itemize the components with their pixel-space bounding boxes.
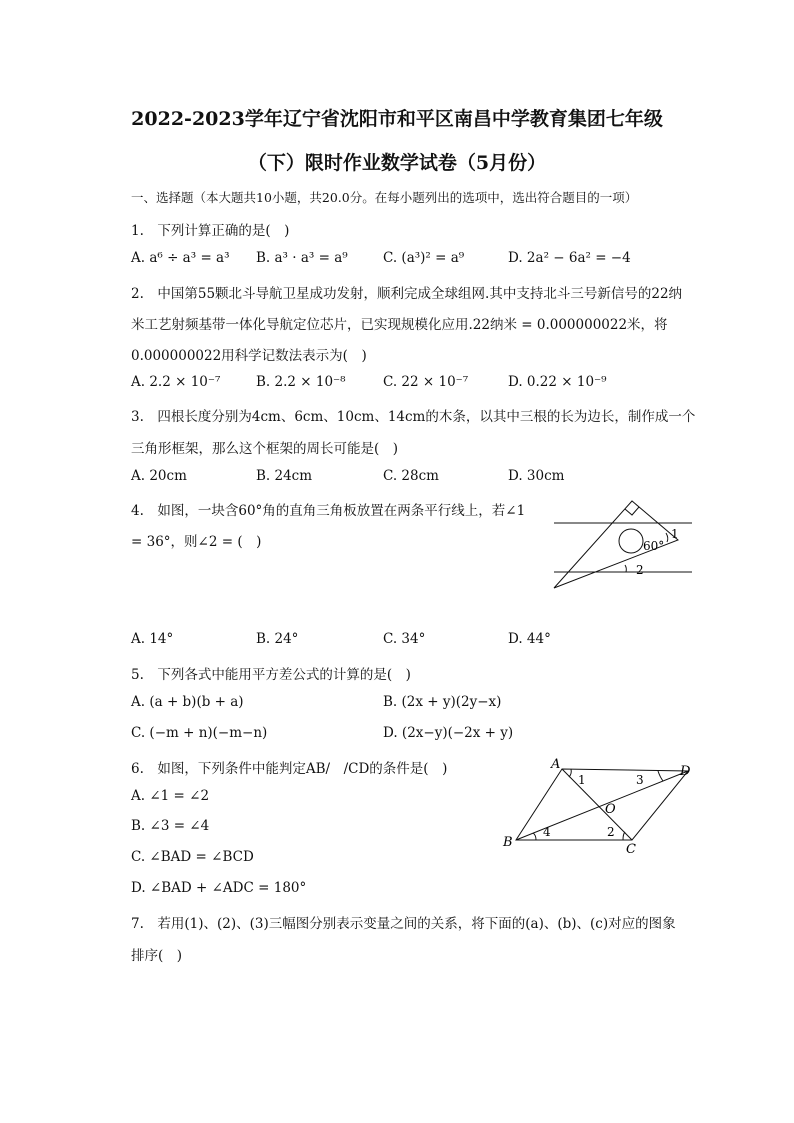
q4-angle-2-arc — [625, 565, 626, 572]
q3-option-d: D. 30cm — [508, 468, 565, 484]
q6-vertex-b: B — [503, 835, 513, 850]
q6-vertex-d: D — [680, 764, 691, 779]
q6-angle-3-arc — [658, 771, 663, 781]
q6-option-b: B. ∠3 = ∠4 — [131, 818, 210, 834]
q1-option-c: C. (a³)² = a⁹ — [383, 250, 465, 266]
q6-angle-3-label: 3 — [636, 773, 644, 787]
q4-angle-60-label: 60° — [643, 539, 665, 553]
q3-option-c: C. 28cm — [383, 468, 439, 484]
q4-angle-1-arc — [666, 533, 668, 542]
question-3-stem-line-1: 3. 四根长度分别为4cm、6cm、10cm、14cm的木条，以其中三根的长为边长，制作成一个 — [131, 409, 696, 425]
question-2-stem-line-3: 0.000000022用科学记数法表示为( ) — [131, 348, 367, 364]
exam-title-line-1: 2022-2023学年辽宁省沈阳市和平区南昌中学教育集团七年级 — [131, 108, 663, 130]
q5-option-a: A. (a + b)(b + a) — [131, 694, 244, 710]
q4-option-b: B. 24° — [256, 631, 299, 647]
question-4-stem-line-1: 4. 如图，一块含60°角的直角三角板放置在两条平行线上，若∠1 — [131, 503, 526, 519]
question-2-stem-line-1: 2. 中国第55颗北斗导航卫星成功发射，顺利完成全球组网.其中支持北斗三号新信号的22纳 — [131, 286, 683, 302]
question-7-stem-line-2: 排序( ) — [131, 948, 183, 964]
q5-option-d: D. (2x−y)(−2x + y) — [383, 725, 514, 741]
q4-figure-triangle-parallel-lines — [548, 498, 694, 592]
q6-angle-2-arc — [623, 832, 625, 840]
q5-option-c: C. (−m + n)(−m−n) — [131, 725, 268, 741]
q2-option-d: D. 0.22 × 10⁻⁹ — [508, 374, 607, 390]
q6-angle-4-arc — [533, 833, 536, 840]
q4-right-angle-mark — [625, 507, 639, 515]
q4-angle-2-label: 2 — [636, 563, 644, 577]
q4-angle-1-label: 1 — [671, 527, 679, 541]
q6-option-c: C. ∠BAD = ∠BCD — [131, 849, 254, 865]
question-7-stem-line-1: 7. 若用(1)、(2)、(3)三幅图分别表示变量之间的关系，将下面的(a)、(b)、(c)对应的图象 — [131, 916, 676, 932]
q4-option-c: C. 34° — [383, 631, 426, 647]
q6-vertex-a: A — [551, 757, 561, 772]
q3-option-a: A. 20cm — [131, 468, 187, 484]
q4-option-a: A. 14° — [131, 631, 174, 647]
q4-triangle-hole — [619, 529, 643, 553]
q6-diagonal-bd — [516, 771, 688, 840]
q6-angle-4-label: 4 — [543, 825, 551, 839]
q6-figure-parallelogram — [498, 756, 698, 856]
q1-option-b: B. a³ · a³ = a⁹ — [256, 250, 348, 266]
q2-option-b: B. 2.2 × 10⁻⁸ — [256, 374, 346, 390]
q6-option-d: D. ∠BAD + ∠ADC = 180° — [131, 880, 307, 896]
q1-option-a: A. a⁶ ÷ a³ = a³ — [131, 250, 230, 266]
q6-vertex-c: C — [626, 842, 636, 856]
q3-option-b: B. 24cm — [256, 468, 313, 484]
q1-option-d: D. 2a² − 6a² = −4 — [508, 250, 631, 266]
q6-diagonal-ac — [562, 769, 632, 840]
question-2-stem-line-2: 米工艺射频基带一体化导航定位芯片，已实现规模化应用.22纳米 = 0.000000022米，将 — [131, 317, 668, 333]
question-1-stem: 1. 下列计算正确的是( ) — [131, 223, 290, 239]
question-3-stem-line-2: 三角形框架，那么这个框架的周长可能是( ) — [131, 441, 399, 457]
question-5-stem: 5. 下列各式中能用平方差公式的计算的是( ) — [131, 667, 411, 683]
q6-angle-1-label: 1 — [578, 773, 586, 787]
q6-angle-2-label: 2 — [607, 825, 615, 839]
question-6-stem: 6. 如图，下列条件中能判定AB/ /CD的条件是( ) — [131, 761, 448, 777]
q5-option-b: B. (2x + y)(2y−x) — [383, 694, 502, 710]
section-heading: 一、选择题（本大题共10小题，共20.0分。在每小题列出的选项中，选出符合题目的一项） — [131, 190, 638, 205]
q6-option-a: A. ∠1 = ∠2 — [131, 788, 210, 804]
q6-center-o: O — [605, 802, 616, 817]
question-4-stem-line-2: = 36°，则∠2 = ( ) — [131, 534, 262, 550]
q4-option-d: D. 44° — [508, 631, 551, 647]
q2-option-a: A. 2.2 × 10⁻⁷ — [131, 374, 221, 390]
q2-option-c: C. 22 × 10⁻⁷ — [383, 374, 469, 390]
exam-title-line-2: （下）限时作业数学试卷（5月份） — [247, 152, 547, 174]
